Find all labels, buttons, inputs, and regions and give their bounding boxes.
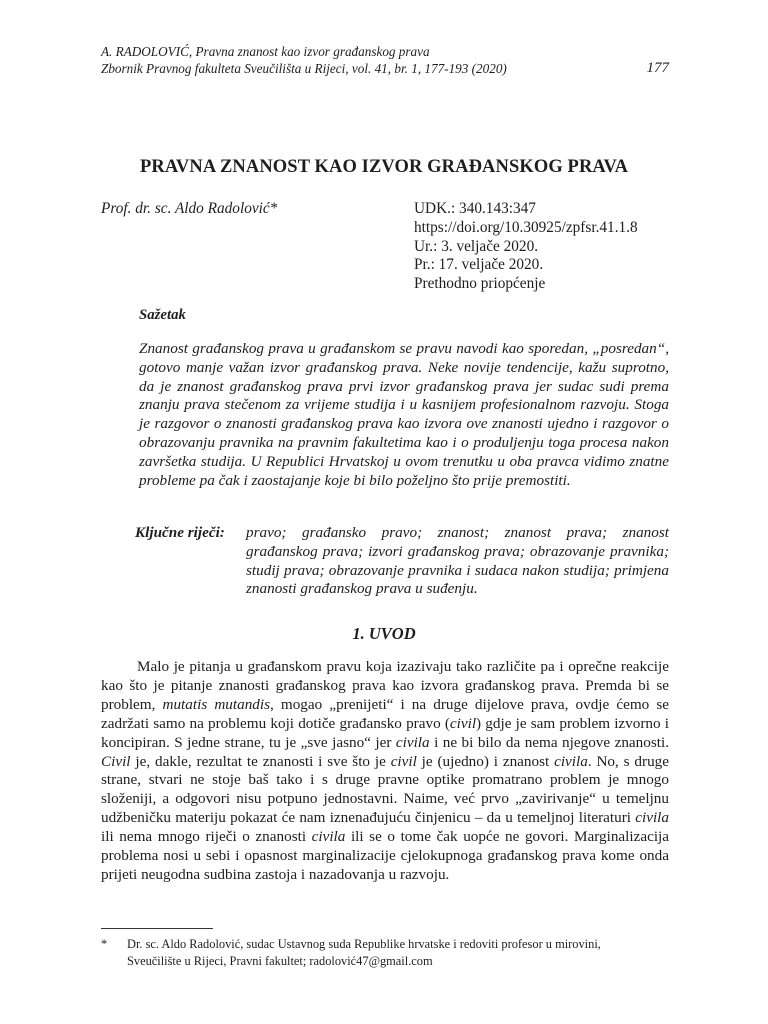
accepted-date: Pr.: 17. veljače 2020. xyxy=(414,256,544,274)
author-name: Prof. dr. sc. Aldo Radolović* xyxy=(101,200,278,217)
italic-term: mutatis mutandis xyxy=(162,695,271,713)
body-paragraph xyxy=(101,658,669,885)
udk-code: UDK.: 340.143:347 xyxy=(414,200,536,217)
text-run: Malo je pitanja u građanskom pravu koja izazivaju tako različite pa i oprečne reakcije kao što je pitanje znanosti građanskog prava kao izvora građanskog prava. Premda bi se problem, xyxy=(101,658,669,713)
footnote-text xyxy=(127,936,669,970)
article-metadata xyxy=(414,200,638,294)
abstract-heading: Sažetak xyxy=(139,307,186,323)
page-number: 177 xyxy=(646,60,669,76)
footnote-line: Sveučilište u Rijeci, Pravni fakultet; radolović47@gmail.com xyxy=(127,954,433,968)
text-run: ili nema mnogo riječi o znanosti xyxy=(101,828,312,846)
text-run: , mogao „prenijeti“ i na druge dijelove prava, ovdje ćemo se zadržati samo na problemu koji dotiče građansko pravo ( xyxy=(101,695,669,732)
footnote-mark: * xyxy=(101,937,108,951)
text-run: ili se o tome čak uopće ne govori. Marginalizacija problema nosi u sebi i opasnost marginalizacije cjelokupnoga građanskog prava kome onda prijeti neugodna sudbina zastoja i nazadovanja u razvoju. xyxy=(101,828,669,883)
text-run: je, dakle, rezultat te znanosti i sve što je xyxy=(130,752,391,770)
italic-term: civila xyxy=(635,809,669,827)
italic-term: civila xyxy=(554,752,588,770)
section-heading: 1. UVOD xyxy=(352,624,416,643)
italic-term: Civil xyxy=(101,752,131,770)
received-date: Ur.: 3. veljače 2020. xyxy=(414,237,539,255)
keywords-label: Ključne riječi: xyxy=(135,524,225,541)
text-run: . No, s druge strane, stvari ne stoje baš tako i s druge pravne optike promatrano problem je mnogo složeniji, a odgovori nisu potpuno jednostavni. Naime, već prvo „zavirivanje“ u temeljnu udžbeničku materiju pokazat će nam iznenađujuću činjenicu – da u temeljnoj literaturi xyxy=(101,752,669,827)
italic-term: civila xyxy=(395,733,430,751)
running-head-citation: A. RADOLOVIĆ, Pravna znanost kao izvor građanskog prava xyxy=(101,44,430,59)
footnote-line: Dr. sc. Aldo Radolović, sudac Ustavnog suda Republike hrvatske i redoviti profesor u mirovini, xyxy=(127,937,601,951)
running-head-journal: Zbornik Pravnog fakulteta Sveučilišta u Rijeci, vol. 41, br. 1, 177-193 (2020) xyxy=(101,61,507,76)
footnote xyxy=(101,936,669,970)
italic-term: civil xyxy=(390,752,417,770)
text-run: i ne bi bilo da nema njegove znanosti. xyxy=(429,733,669,751)
italic-term: civila xyxy=(311,828,346,846)
text-run: ) gdje je sam problem izvorno i koncipiran. S jedne strane, tu je „sve jasno“ jer xyxy=(101,714,669,751)
article-title: PRAVNA ZNANOST KAO IZVOR GRAĐANSKOG PRAVA xyxy=(139,157,629,177)
keywords-text: pravo; građansko pravo; znanost; znanost prava; znanost građanskog prava; izvori građanskog prava; obrazovanje pravnika; studij prava; obrazovanje pravnika i sudaca nakon studija; primjena znanosti građanskog prava u suđenju. xyxy=(246,524,669,598)
abstract-text: Znanost građanskog prava u građanskom se pravu navodi kao sporedan, „posredan“, gotovo manje važan izvor građanskog prava. Neke novije tendencije, kažu suprotno, da je znanost građanskog prava prvi izvor građanskog prava jer sudac sudi prema znanju prava stečenom za vrijeme studija i u kasnijem profesionalnom razvoju. Stoga je razgovor o znanosti građanskog prava kao izvora ove znanosti ujedno i razgovor o obrazovanju pravnika na pravnim fakultetima kao i o produljenju toga procesa nakon završetka studija. U Republici Hrvatskoj u ovom trenutku u oba pravca vidimo znatne probleme pa čak i zaostajanje koje bi bilo poželjno što prije premostiti. xyxy=(139,340,669,489)
body-text xyxy=(101,658,669,885)
italic-term: civil xyxy=(449,714,477,732)
doi-link[interactable]: https://doi.org/10.30925/zpfsr.41.1.8 xyxy=(414,218,638,236)
footnote-divider xyxy=(101,928,213,929)
article-category: Prethodno priopćenje xyxy=(414,275,546,293)
keywords-block xyxy=(135,524,669,599)
running-head xyxy=(101,43,669,77)
text-run: je (ujedno) i znanost xyxy=(416,752,555,770)
